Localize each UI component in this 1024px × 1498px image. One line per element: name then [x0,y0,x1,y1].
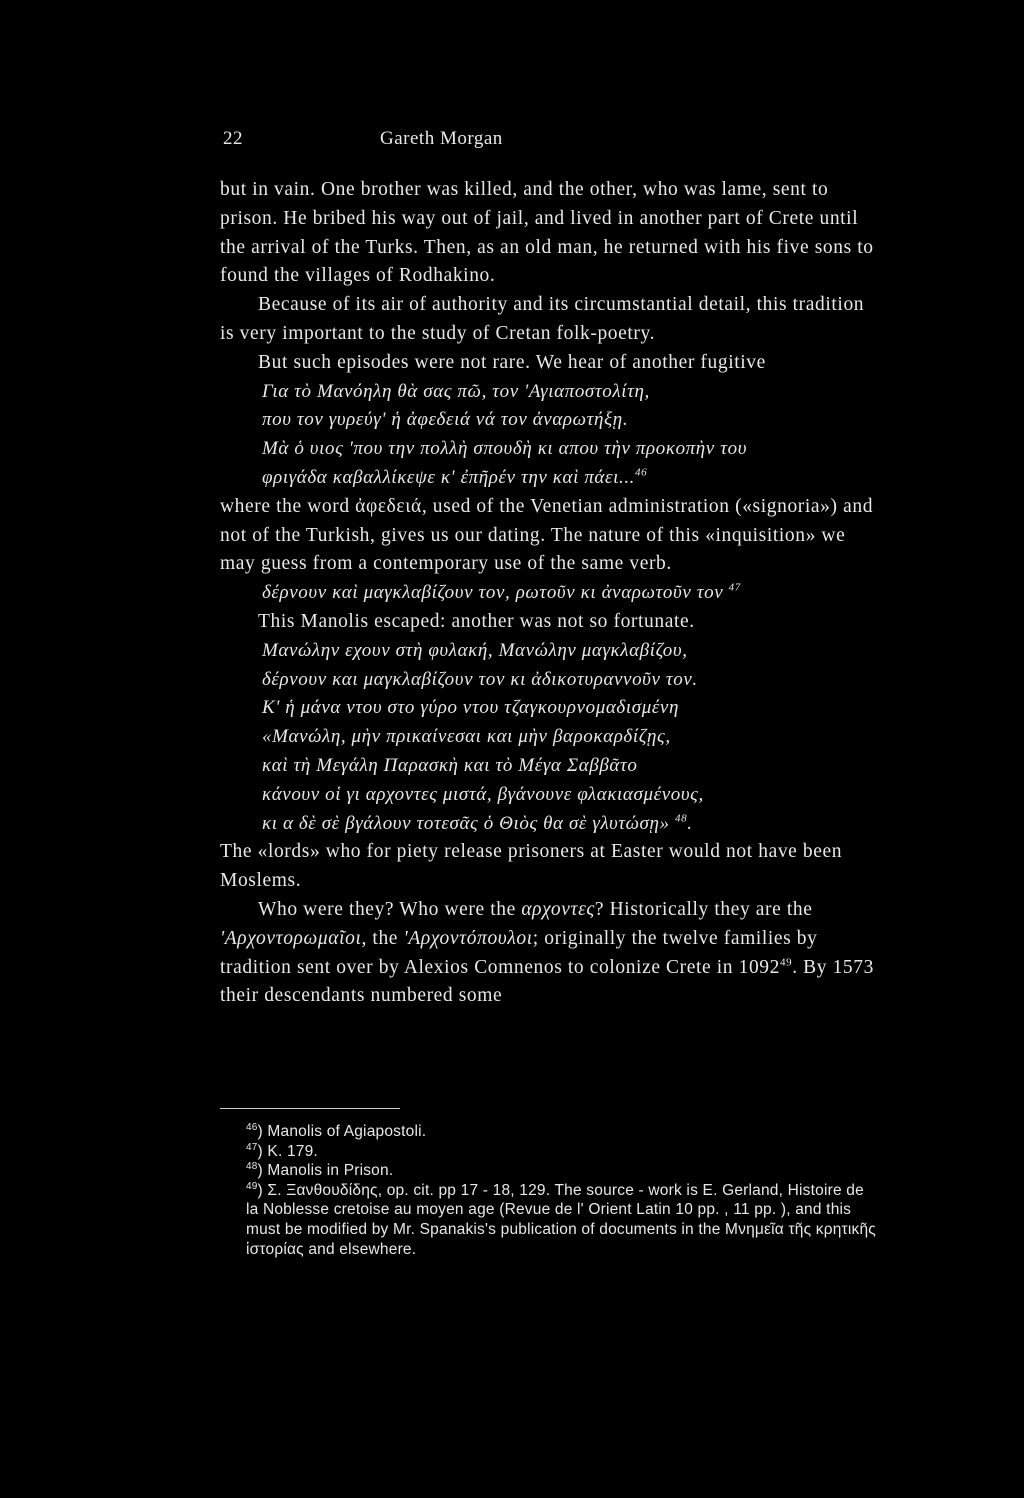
footnote: $^{46}$) Manolis of Agiapostoli. [246,1121,427,1140]
greek-line [220,464,878,493]
footnote-ref: 49 [780,956,793,969]
page-number: 22 [223,128,243,149]
paragraph-3: But such episodes were not rare. We hear of another fugitive [258,351,766,373]
footnote-number: 47 [246,1141,258,1153]
running-header [223,128,503,150]
paragraph-5: This Manolis escaped: another was not so fortunate. [258,610,695,632]
main-text [220,176,878,1011]
paragraph-6: The «lords» who for piety release prisoners at Easter would not have been Moslems. [220,841,843,892]
footnote: $^{47}$) K. 179. [246,1141,318,1160]
footnote-text: K. 179. [267,1142,318,1160]
footnote-number: 49 [246,1180,258,1192]
greek-line: κάνουν οἱ γι αρχοντες μιστά, βγάνουνε φλακιασμένους, [262,783,704,805]
text-run: , the [361,927,404,949]
text-run: ; originally the twelve families by tradition sent over by Alexios Comnenos to colonize Crete in 1092 [220,927,818,978]
greek-verse-2 [220,579,878,608]
greek-verse-1 [220,378,878,493]
footnote-ref: 47 [728,581,741,594]
greek-line-text: κι α δὲ σὲ βγάλουν τοτεσᾶς ὁ Θιὸς θα σὲ γλυτώσῃ» [262,812,670,834]
paragraph-4: where the word ἀφεδειά, used of the Venetian administration («signoria») and not of the Turkish, gives us our dating. The nature of this «inquisition» we may guess from a contemporary use of the same verb. [220,495,874,575]
greek-line-text: φριγάδα καβαλλίκεψε κ' ἐπῆρέν την καὶ πάει... [262,466,636,488]
footnote: $^{48}$) Manolis in Prison. [246,1161,394,1180]
footnotes [220,1122,878,1259]
footnote-ref: 46 [635,466,648,479]
footnote-ref: 48 [675,812,688,825]
footnote-divider [220,1108,400,1109]
greek-line: κι α δὲ σὲ βγάλουν τοτεσᾶς ὁ Θιὸς θα σὲ γλυτώσῃ» $^{48}$. [262,812,693,834]
footnote-number: 48 [246,1161,258,1173]
greek-line: που τον γυρεύγ' ἡ ἀφεδειά νά τον ἀναρωτήξῃ. [262,409,629,431]
paragraph-7 [220,896,878,1011]
greek-term: 'Αρχοντόπουλοι [403,927,533,949]
greek-line: Για τὸ Μανόηλη θὰ σας πῶ, τον 'Αγιαποστολίτη, [262,380,650,402]
footnote-text: Manolis in Prison. [267,1162,394,1180]
greek-line: Κ' ἡ μάνα ντου στο γύρο ντου τζαγκουρνομαδισμένη [262,697,679,719]
text-run: Who were they? Who were the [258,898,522,920]
footnote: $^{49}$) Σ. Ξανθουδίδης, op. cit. pp 17 - 18, 129. The source - work is E. Gerland, Histoire de la Noblesse cretoise au moyen age (Revue de l' Orient Latin 10 pp. , 11 pp. ), and this must be modified by Mr. Spanakis's publication of documents in the Μνημεῖα τῆς κρητικῆς ἱστορίας and elsewhere. [246,1180,876,1258]
greek-term: αρχοντες [521,898,595,920]
footnote-text: Σ. Ξανθουδίδης, op. cit. pp 17 - 18, 129. The source - work is E. Gerland, Histoire de la Noblesse cretoise au moyen age (Revue de l' Orient Latin 10 pp. , 11 pp. ), and this must be modified by Mr. Spanakis's publication of documents in the Μνημεῖα τῆς κρητικῆς ἱστορίας and elsewhere. [246,1181,876,1258]
running-head-title: Gareth Morgan [380,128,503,149]
greek-verse-3 [220,637,878,839]
footnote-text: Manolis of Agiapostoli. [267,1123,427,1140]
greek-line: Μανώλην εχουν στὴ φυλακή, Μανώλην μαγκλαβίζου, [262,639,688,661]
greek-line-text: δέρνουν καὶ μαγκλαβίζουν τον, ρωτοῦν κι ἀναρωτοῦν τον [262,582,724,604]
text-run: ? Historically they are the [594,898,813,920]
text-run: . By 1573 their descendants numbered some [220,956,874,1007]
greek-line: καὶ τὴ Μεγάλη Παρασκὴ και τὸ Μέγα Σαββᾶτο [262,754,638,776]
greek-term: 'Αρχοντορωμαῖοι [220,927,362,949]
paragraph-1: but in vain. One brother was killed, and the other, who was lame, sent to prison. He bribed his way out of jail, and lived in another part of Crete until the arrival of the Turks. Then, as an old man, he returned with his five sons to found the villages of Rodhakino. [220,179,874,287]
footnote-number: 46 [246,1121,258,1133]
greek-line: «Μανώλη, μὴν πρικαίνεσαι και μὴν βαροκαρδίζῃς, [262,726,671,748]
greek-line [220,579,878,608]
paragraph-2: Because of its air of authority and its circumstantial detail, this tradition is very important to the study of Cretan folk-poetry. [220,294,865,344]
greek-line: δέρνουν και μαγκλαβίζουν τον κι ἀδικοτυραννοῦν τον. [262,668,698,690]
greek-line: Μὰ ὁ υιος 'που την πολλὴ σπουδὴ κι απου τὴν προκοπὴν του [262,438,748,460]
